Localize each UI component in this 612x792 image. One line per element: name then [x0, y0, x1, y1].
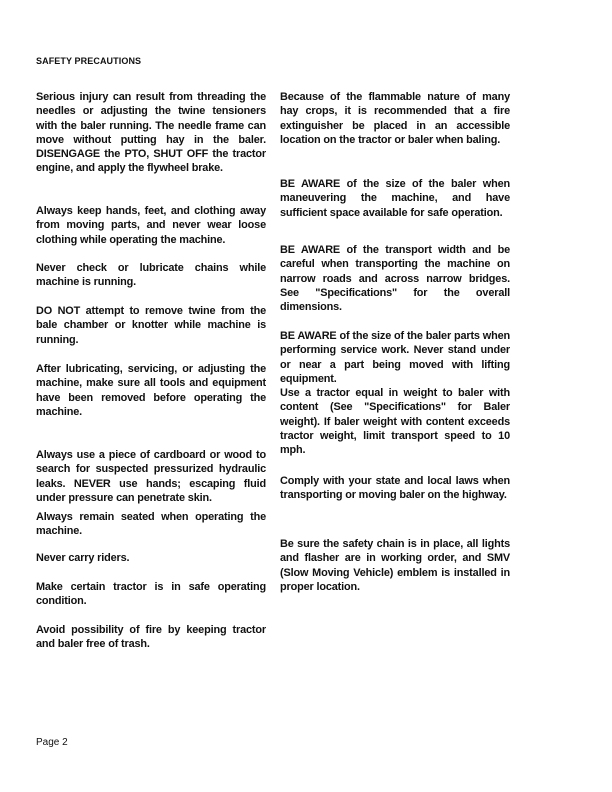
paragraph: Never carry riders. [36, 552, 130, 564]
page-number: Page 2 [36, 737, 68, 748]
paragraph: Always keep hands, feet, and clothing away from moving parts, and never wear loose clothing while operating the machine. [36, 205, 266, 246]
paragraph: Avoid possibility of fire by keeping tractor and baler free of trash. [36, 624, 266, 651]
paragraph: Make certain tractor is in safe operating condition. [36, 581, 266, 608]
paragraph: Comply with your state and local laws when transporting or moving baler on the highway. [280, 475, 510, 502]
paragraph: Because of the flammable nature of many hay crops, it is recommended that a fire extinguisher be placed in an accessible location on the tractor or baler when baling. [280, 91, 510, 146]
paragraph: Use a tractor equal in weight to baler with content (See "Specifications" for Baler weight). If baler weight with content exceeds tractor weight, limit transport speed to 10 mph. [280, 387, 510, 457]
paragraph: After lubricating, servicing, or adjusting the machine, make sure all tools and equipment have been removed before operating the machine. [36, 363, 266, 418]
paragraph: Be sure the safety chain is in place, all lights and flasher are in working order, and SMV (Slow Moving Vehicle) emblem is installed in proper location. [280, 538, 510, 593]
paragraph: Always use a piece of cardboard or wood to search for suspected pressurized hydraulic leaks. NEVER use hands; escaping fluid under pressure can penetrate skin. [36, 449, 266, 504]
paragraph: Always remain seated when operating the machine. [36, 511, 266, 538]
paragraph: BE AWARE of the size of the baler when maneuvering the machine, and have sufficient space available for safe operation. [280, 178, 510, 219]
paragraph: DO NOT attempt to remove twine from the bale chamber or knotter while machine is running. [36, 305, 266, 346]
paragraph: Never check or lubricate chains while machine is running. [36, 262, 266, 289]
section-header: SAFETY PRECAUTIONS [36, 56, 142, 66]
paragraph: Serious injury can result from threading the needles or adjusting the twine tensioners with the baler running. The needle frame can move without putting hay in the baler. DISENGAGE the PTO, SHUT OFF the tractor engine, and apply the flywheel brake. [36, 91, 266, 175]
paragraph: BE AWARE of the size of the baler parts when performing service work. Never stand under or near a part being moved with lifting equipment. [280, 330, 510, 385]
paragraph: BE AWARE of the transport width and be careful when transporting the machine on narrow roads and across narrow bridges. See "Specifications" for the overall dimensions. [280, 244, 510, 314]
